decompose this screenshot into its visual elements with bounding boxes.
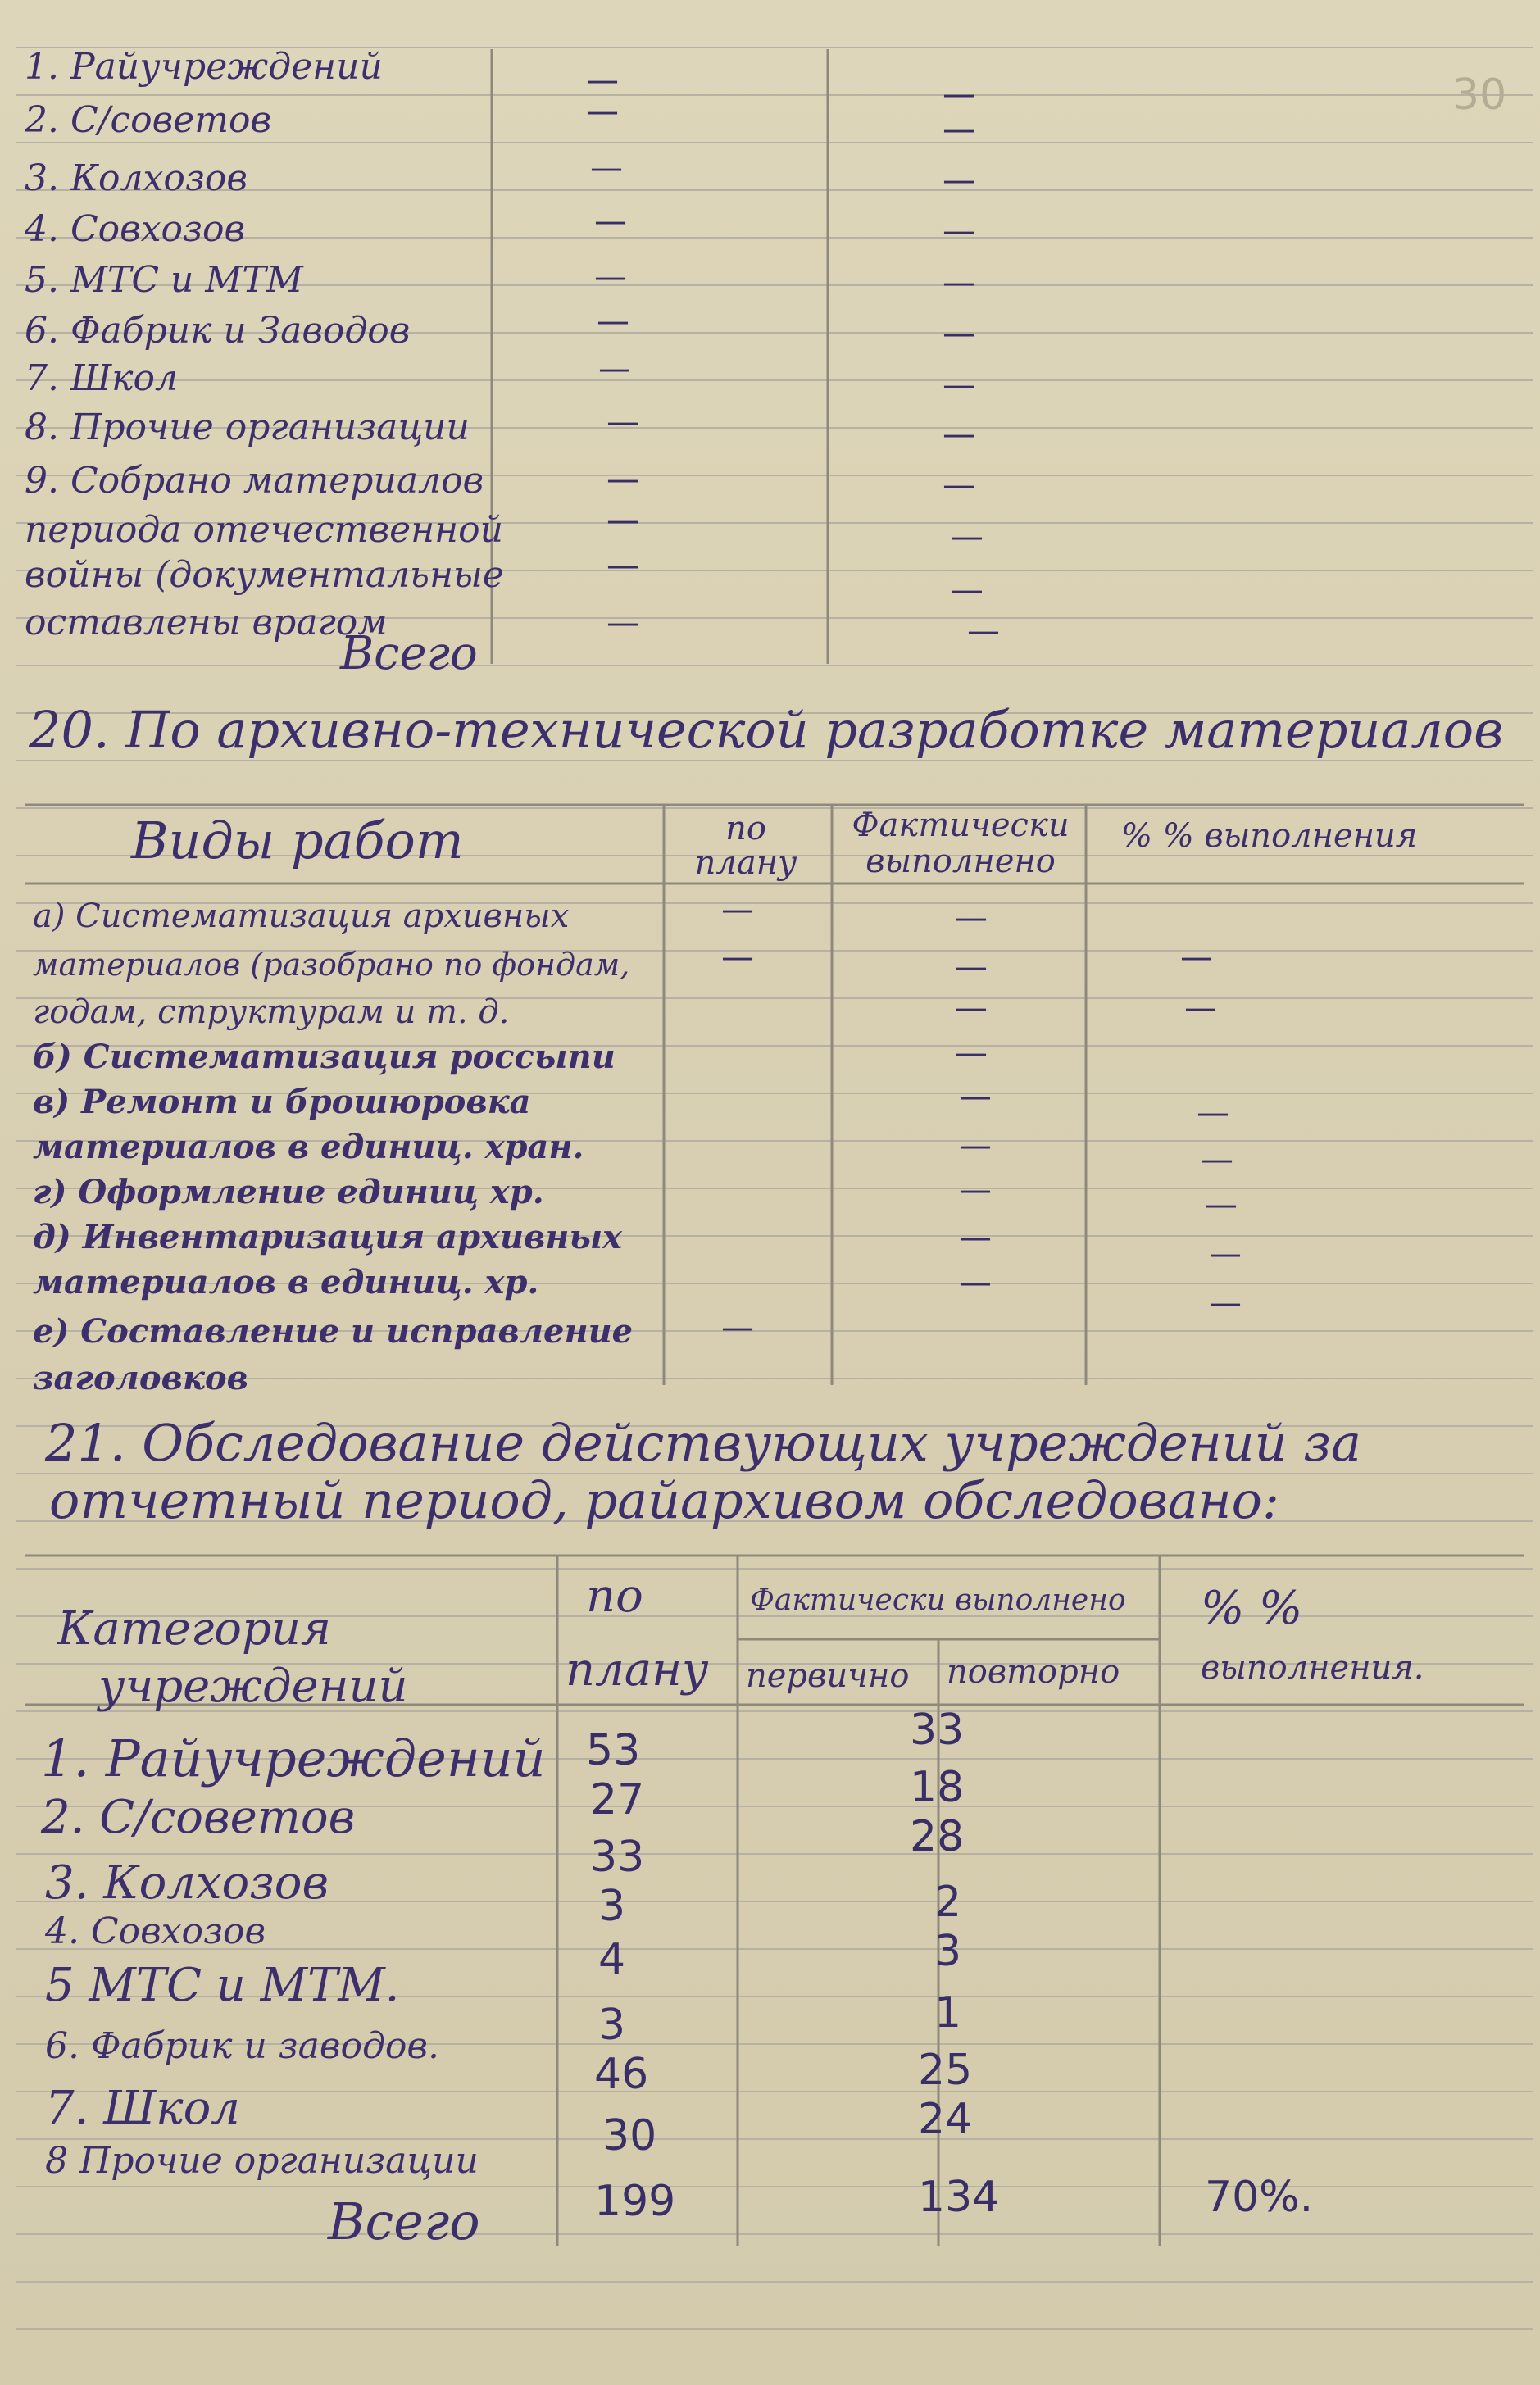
list-item-label: оставлены врагом xyxy=(25,602,388,643)
plan-value: — xyxy=(721,1309,754,1347)
list-item-label: 9. Собрано материалов xyxy=(25,460,484,502)
total-fact: 134 xyxy=(918,2173,1000,2222)
column-header-repeat: повторно xyxy=(947,1653,1120,1691)
plan-value: 4 xyxy=(598,1935,626,1984)
column-header-percent: выполнения. xyxy=(1201,1649,1424,1687)
table-row-label: е) Составление и исправление xyxy=(33,1312,634,1351)
plan-value: 53 xyxy=(586,1726,641,1775)
list-item-label: 2. С/советов xyxy=(25,99,272,141)
fact-value: — xyxy=(943,111,975,148)
fact-value: 3 xyxy=(934,1927,962,1976)
fact-value: 28 xyxy=(910,1812,965,1861)
plan-value: 46 xyxy=(594,2050,649,2099)
table-row-label: годам, структурам и т. д. xyxy=(33,993,510,1031)
fact-value: — xyxy=(943,264,975,302)
fact-value: — xyxy=(959,1127,992,1165)
fact-value: — xyxy=(967,612,1000,650)
table-row-label: г) Оформление единиц хр. xyxy=(33,1173,544,1211)
fact-value: — xyxy=(955,948,988,986)
fact-value: 24 xyxy=(918,2095,973,2144)
plan-value: — xyxy=(606,604,639,642)
table-row-label: материалов в единиц. хран. xyxy=(33,1128,584,1166)
total-plan: 199 xyxy=(594,2177,676,2226)
fact-value: — xyxy=(943,315,975,352)
fact-value: — xyxy=(943,366,975,404)
percent-value: — xyxy=(1209,1284,1242,1322)
list-item-label: 3. Колхозов xyxy=(25,157,248,199)
plan-value: — xyxy=(594,202,627,240)
percent-value: — xyxy=(1209,1235,1242,1273)
table-row-label: б) Систематизация россыпи xyxy=(33,1038,616,1076)
percent-value: — xyxy=(1197,1094,1229,1132)
plan-value: 27 xyxy=(590,1775,645,1824)
column-header-plan: плану xyxy=(566,1643,709,1697)
table-row-label: д) Инвентаризация архивных xyxy=(33,1218,623,1256)
plan-value: — xyxy=(606,547,639,584)
list-item-label: войны (документальные xyxy=(25,554,504,596)
plan-value: — xyxy=(606,502,639,539)
fact-value: — xyxy=(959,1171,992,1209)
plan-value: 3 xyxy=(598,2001,626,2050)
fact-value: — xyxy=(955,989,988,1027)
list-item-label: 7. Школ xyxy=(25,357,178,399)
section-heading: 21. Обследование действующих учреждений за xyxy=(45,1413,1362,1473)
plan-value: — xyxy=(594,258,627,296)
table-row-label: 1. Райучреждений xyxy=(41,1729,546,1788)
table-row-label: 3. Колхозов xyxy=(45,1856,329,1910)
table-row-label: 8 Прочие организации xyxy=(45,2140,479,2182)
plan-value: 3 xyxy=(598,1882,626,1931)
plan-value: — xyxy=(606,461,639,498)
total-label: Всего xyxy=(328,2192,480,2251)
plan-value: — xyxy=(721,938,754,976)
plan-value: — xyxy=(597,302,629,340)
fact-value: — xyxy=(959,1219,992,1256)
column-header-primary: первично xyxy=(746,1657,910,1695)
table-row-label: заголовков xyxy=(33,1359,248,1397)
table-row-label: 5 МТС и МТМ. xyxy=(45,1959,400,2012)
percent-value: — xyxy=(1205,1186,1238,1224)
percent-value: — xyxy=(1180,938,1213,976)
fact-value: 18 xyxy=(910,1763,965,1812)
plan-value: — xyxy=(586,61,619,99)
table-row-label: 6. Фабрик и заводов. xyxy=(45,2025,439,2067)
section-heading-cont: отчетный период, райархивом обследовано: xyxy=(49,1470,1279,1530)
list-item-label: 1. Райучреждений xyxy=(25,46,383,88)
table-row-label: материалов в единиц. хр. xyxy=(33,1263,539,1302)
table-row-label: 4. Совхозов xyxy=(45,1910,266,1952)
total-label: Всего xyxy=(340,627,478,680)
column-header-plan: по плану xyxy=(694,810,797,882)
column-header-percent: % % выполнения xyxy=(1121,817,1418,855)
plan-value: 33 xyxy=(590,1833,645,1882)
column-header-plan: по xyxy=(586,1570,643,1623)
table-row-label: в) Ремонт и брошюровка xyxy=(33,1083,531,1121)
total-percent: 70%. xyxy=(1205,2173,1314,2222)
section-heading: 20. По архивно-технической разработке материалов xyxy=(29,700,1504,760)
list-item-label: 5. МТС и МТМ xyxy=(25,259,303,301)
list-item-label: 4. Совхозов xyxy=(25,208,246,250)
list-item-label: 6. Фабрик и Заводов xyxy=(25,310,411,352)
fact-value: — xyxy=(951,518,984,556)
table-row-label: 2. С/советов xyxy=(41,1791,356,1844)
column-header-category: учреждений xyxy=(98,1660,408,1713)
fact-value: 33 xyxy=(910,1706,965,1755)
column-header-percent: % % xyxy=(1201,1582,1303,1635)
fact-value: — xyxy=(943,416,975,453)
fact-value: — xyxy=(955,899,988,937)
percent-value: — xyxy=(1201,1141,1233,1179)
percent-value: — xyxy=(1184,989,1217,1027)
fact-value: 1 xyxy=(934,1988,962,2037)
fact-value: — xyxy=(943,161,975,199)
list-item-label: 8. Прочие организации xyxy=(25,407,470,448)
fact-value: 25 xyxy=(918,2046,973,2095)
plan-value: — xyxy=(606,403,639,441)
page-number: 30 xyxy=(1452,70,1507,120)
fact-value: — xyxy=(955,1034,988,1072)
fact-value: — xyxy=(943,212,975,250)
plan-value: — xyxy=(598,350,631,388)
fact-value: — xyxy=(959,1078,992,1115)
fact-value: — xyxy=(951,571,984,609)
column-header-fact: Фактически выполнено xyxy=(852,806,1070,880)
column-header-work: Виды работ xyxy=(131,811,464,870)
table-row-label: а) Систематизация архивных xyxy=(33,897,570,935)
fact-value: 2 xyxy=(934,1878,962,1927)
plan-value: 30 xyxy=(602,2111,657,2160)
plan-value: — xyxy=(590,149,623,187)
fact-value: — xyxy=(943,466,975,504)
fact-value: — xyxy=(959,1264,992,1302)
plan-value: — xyxy=(721,891,754,929)
fact-value: — xyxy=(943,75,975,113)
plan-value: — xyxy=(586,93,619,130)
table-row-label: 7. Школ xyxy=(45,2082,240,2135)
table-row-label: материалов (разобрано по фондам, xyxy=(33,947,630,983)
column-header-fact: Фактически выполнено xyxy=(750,1583,1126,1617)
list-item-label: периода отечественной xyxy=(25,509,503,551)
column-header-category: Категория xyxy=(57,1602,331,1656)
